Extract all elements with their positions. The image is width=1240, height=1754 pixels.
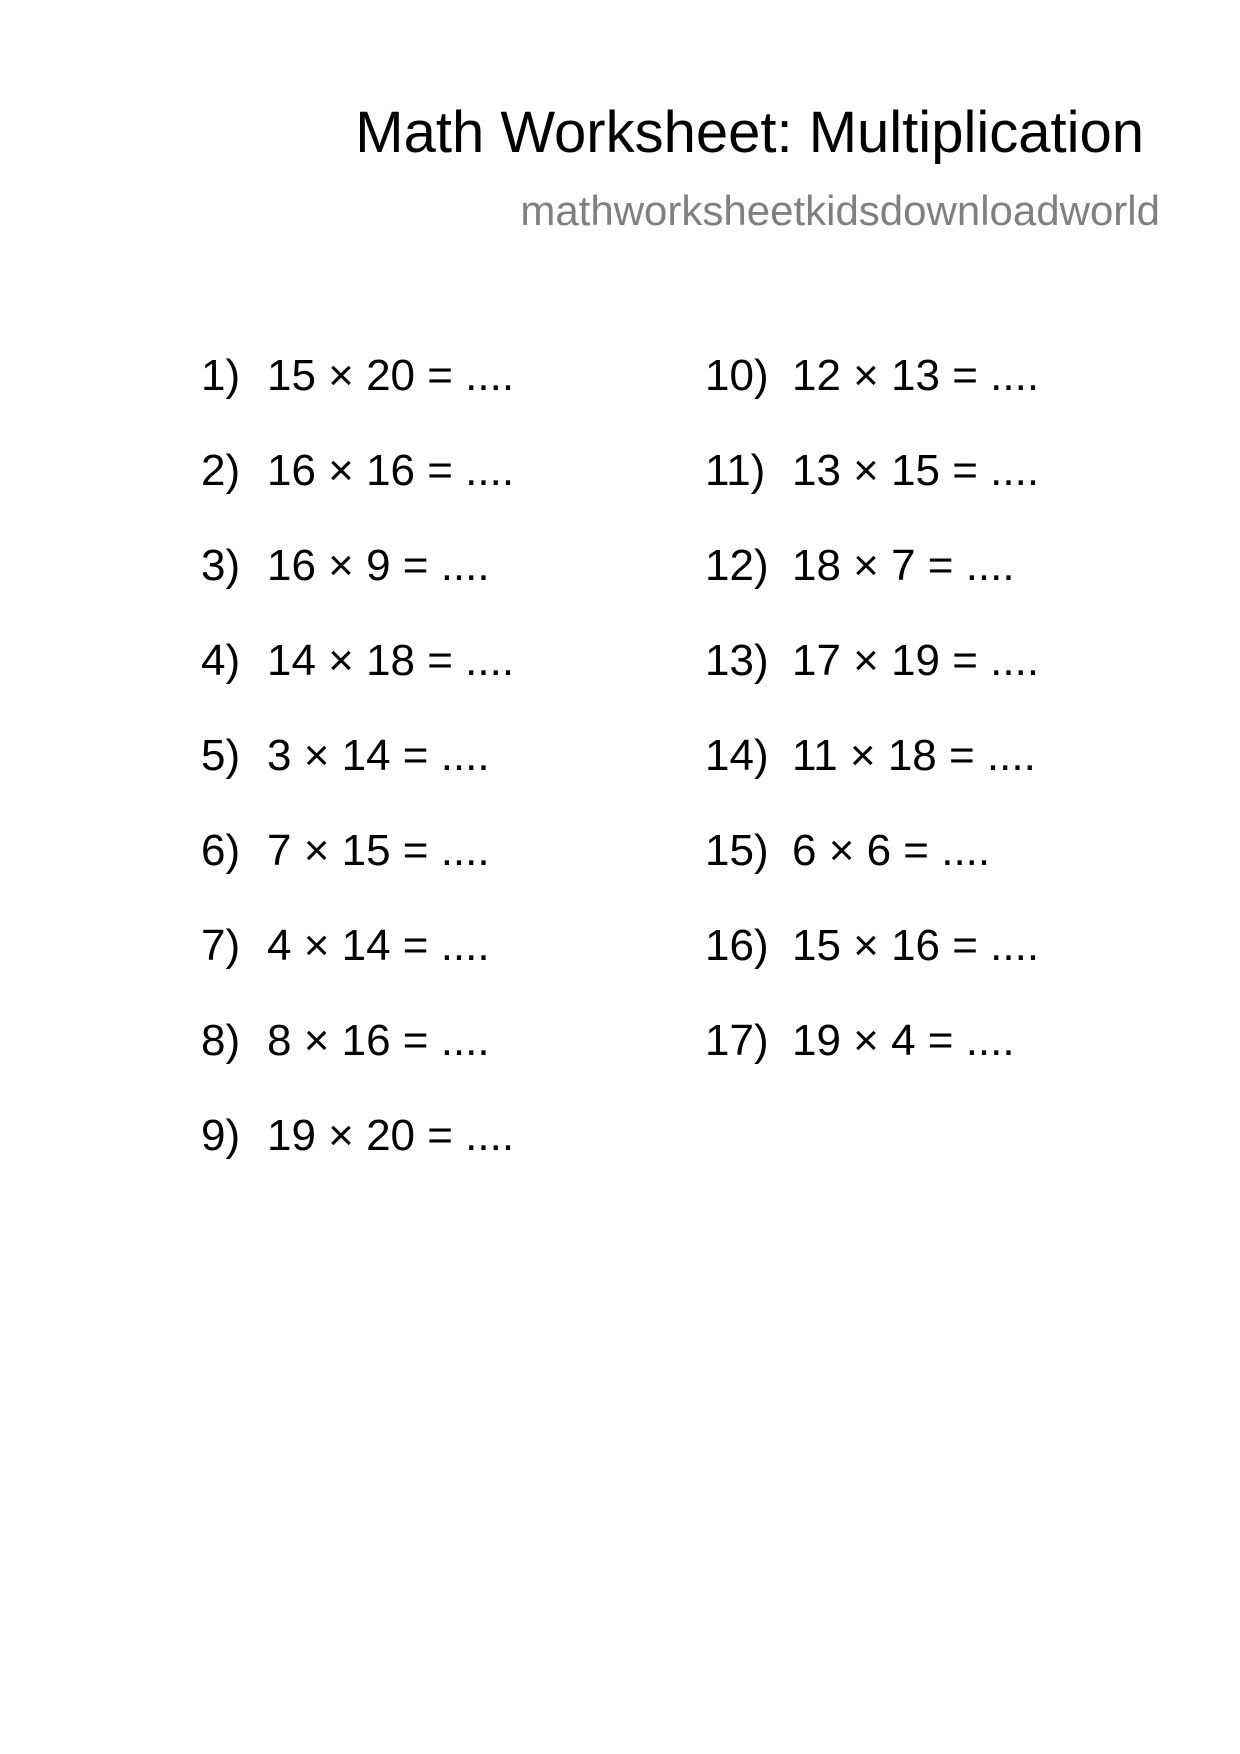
problem-number: 1) bbox=[201, 351, 241, 400]
problem-expression: 17 × 19 = .... bbox=[792, 636, 1040, 685]
problem-item bbox=[705, 351, 1039, 446]
problem-expression: 19 × 4 = .... bbox=[792, 1016, 1015, 1065]
problems-column-right bbox=[705, 351, 1039, 1111]
problem-expression: 12 × 13 = .... bbox=[792, 351, 1040, 400]
problem-expression: 15 × 16 = .... bbox=[792, 921, 1040, 970]
problem-item bbox=[201, 636, 514, 731]
problem-number: 2) bbox=[201, 446, 241, 495]
problem-item bbox=[201, 446, 514, 541]
problem-number: 3) bbox=[201, 541, 241, 590]
problem-item bbox=[201, 826, 514, 921]
problem-item bbox=[201, 1016, 514, 1111]
problem-number: 16) bbox=[705, 921, 769, 970]
problem-number: 9) bbox=[201, 1111, 241, 1160]
problem-item bbox=[705, 541, 1039, 636]
problem-expression: 19 × 20 = .... bbox=[267, 1111, 515, 1160]
problem-number: 5) bbox=[201, 731, 241, 780]
problem-item bbox=[201, 731, 514, 826]
problem-expression: 18 × 7 = .... bbox=[792, 541, 1015, 590]
problem-expression: 6 × 6 = .... bbox=[792, 826, 991, 875]
problem-expression: 15 × 20 = .... bbox=[267, 351, 515, 400]
problem-number: 11) bbox=[705, 446, 766, 495]
problem-item bbox=[705, 636, 1039, 731]
problem-expression: 16 × 16 = .... bbox=[267, 446, 515, 495]
problem-item bbox=[705, 446, 1039, 541]
problem-number: 12) bbox=[705, 541, 769, 590]
problem-item bbox=[201, 921, 514, 1016]
problem-expression: 3 × 14 = .... bbox=[267, 731, 490, 780]
problem-expression: 11 × 18 = .... bbox=[792, 731, 1036, 780]
problem-expression: 13 × 15 = .... bbox=[792, 446, 1040, 495]
problem-expression: 7 × 15 = .... bbox=[267, 826, 490, 875]
problem-number: 7) bbox=[201, 921, 241, 970]
worksheet-title: Math Worksheet: Multiplication bbox=[355, 100, 1144, 165]
problem-expression: 14 × 18 = .... bbox=[267, 636, 515, 685]
problem-number: 6) bbox=[201, 826, 241, 875]
problem-number: 14) bbox=[705, 731, 769, 780]
problem-item bbox=[705, 731, 1039, 826]
problem-item bbox=[201, 351, 514, 446]
problem-number: 10) bbox=[705, 351, 769, 400]
problems-column-left bbox=[201, 351, 514, 1206]
problem-number: 4) bbox=[201, 636, 241, 685]
problem-item bbox=[201, 541, 514, 636]
problem-number: 15) bbox=[705, 826, 769, 875]
problem-number: 13) bbox=[705, 636, 769, 685]
problem-item bbox=[705, 826, 1039, 921]
problem-expression: 4 × 14 = .... bbox=[267, 921, 490, 970]
problem-item bbox=[201, 1111, 514, 1206]
problem-expression: 8 × 16 = .... bbox=[267, 1016, 490, 1065]
problem-item bbox=[705, 921, 1039, 1016]
problem-number: 8) bbox=[201, 1016, 241, 1065]
problem-expression: 16 × 9 = .... bbox=[267, 541, 490, 590]
problem-number: 17) bbox=[705, 1016, 769, 1065]
worksheet-subtitle: mathworksheetkidsdownloadworld bbox=[520, 187, 1160, 234]
problem-item bbox=[705, 1016, 1039, 1111]
